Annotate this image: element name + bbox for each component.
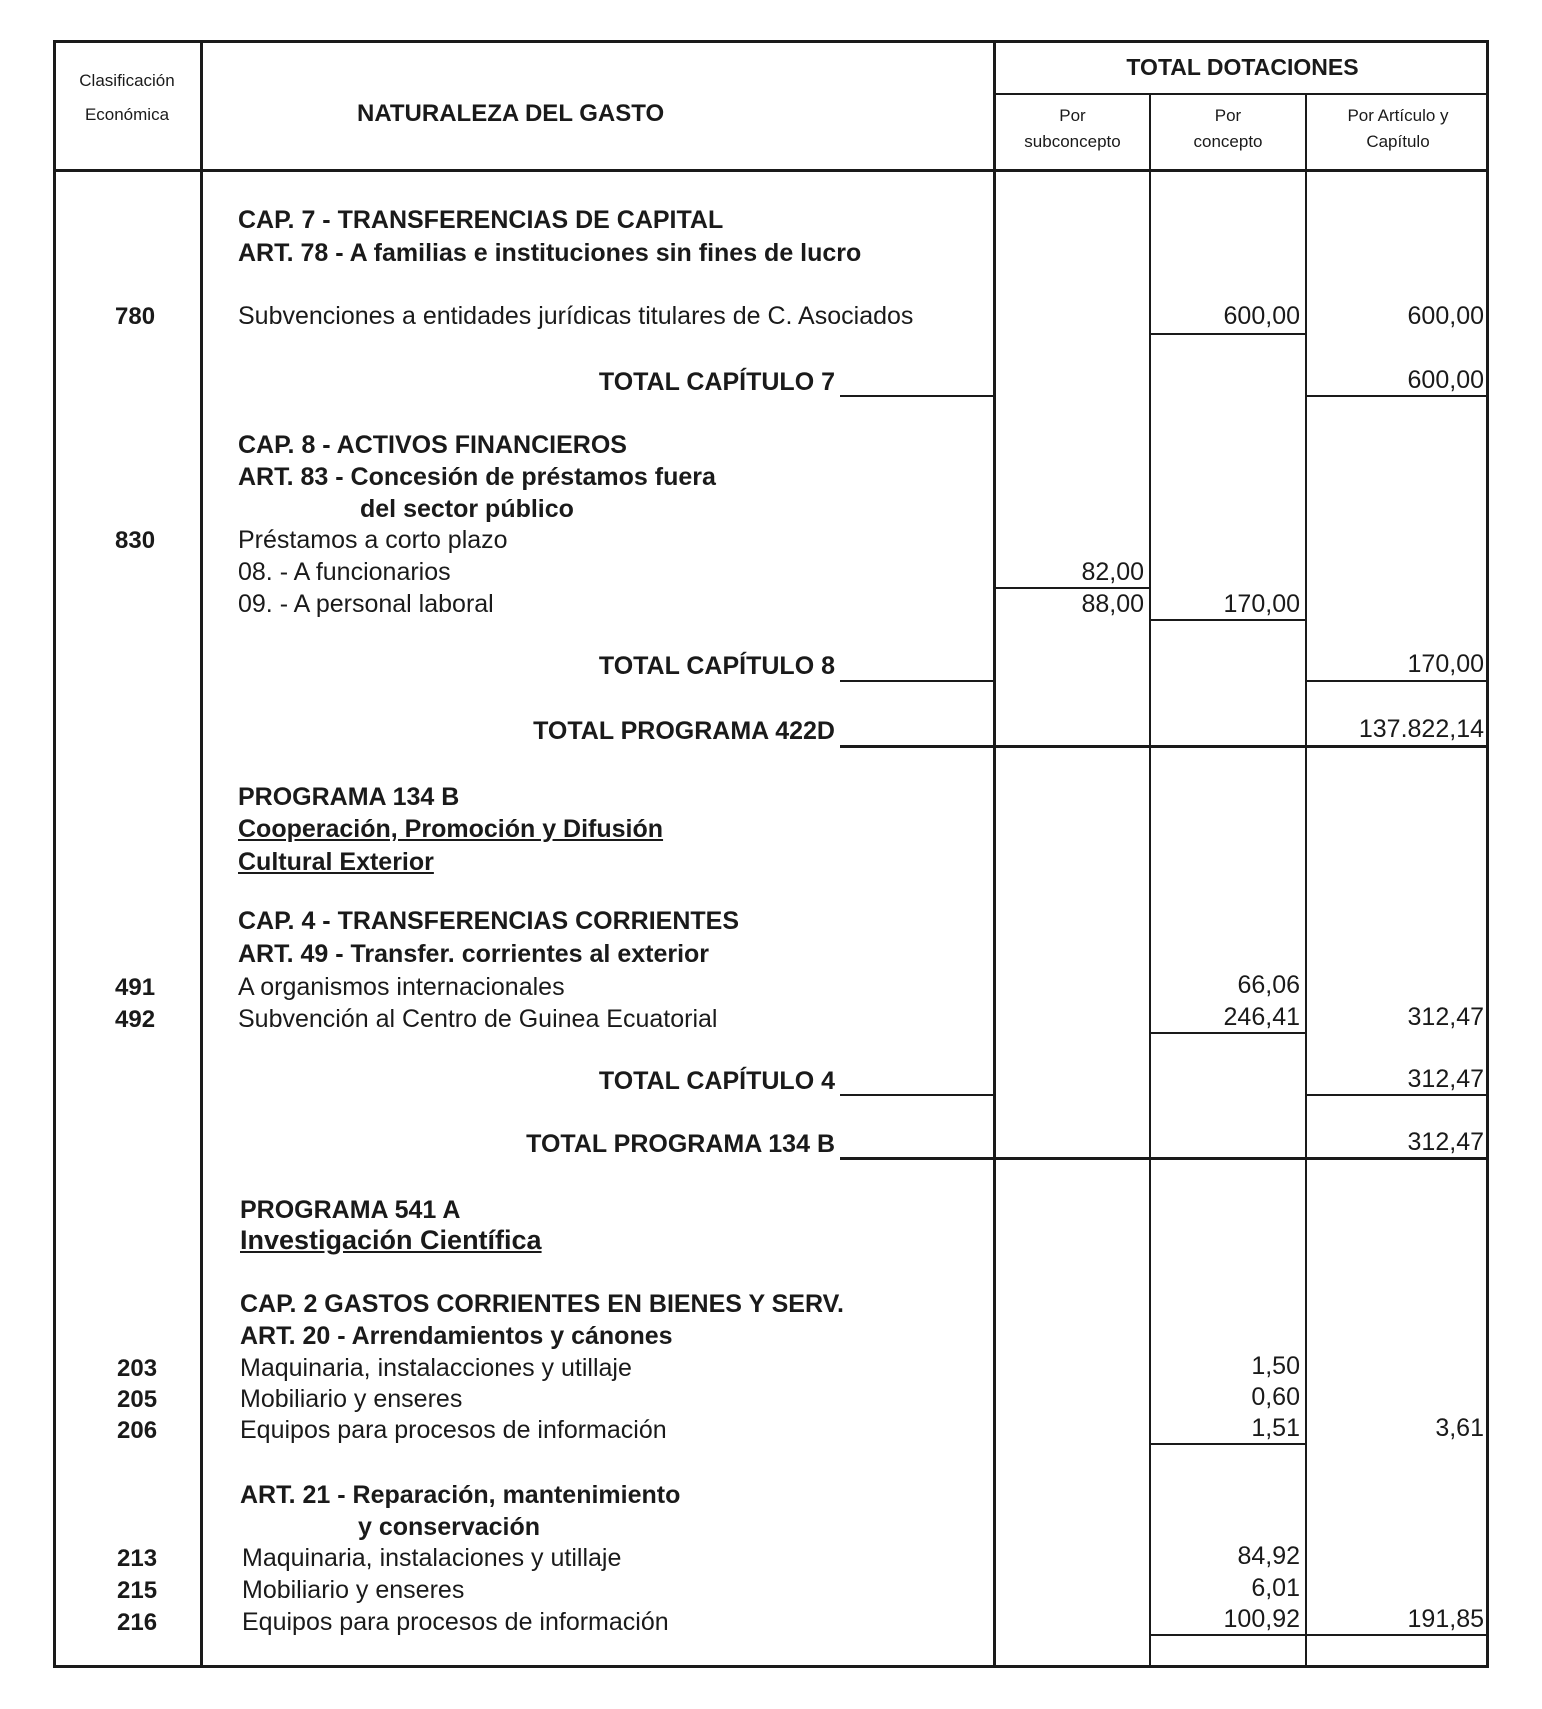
value-art21-articulo: 191,85: [1407, 1605, 1484, 1633]
art83-heading-line1: ART. 83 - Concesión de préstamos fuera: [238, 463, 716, 491]
header-con-line1: Por: [1214, 106, 1242, 125]
art21-heading-line1: ART. 21 - Reparación, mantenimiento: [240, 1481, 681, 1509]
rule-830-concepto: [1151, 619, 1305, 621]
rule-total-cap8: [840, 680, 993, 682]
value-203-concepto: 1,50: [1251, 1352, 1300, 1380]
header-por-subconcepto: [996, 103, 1149, 156]
art21-heading-line2: y conservación: [358, 1513, 541, 1541]
item-203: Maquinaria, instalacciones y utillaje: [240, 1354, 632, 1382]
code-206: 206: [117, 1417, 158, 1444]
cap4-heading: CAP. 4 - TRANSFERENCIAS CORRIENTES: [238, 907, 739, 935]
total-capitulo-4: TOTAL CAPÍTULO 4: [598, 1067, 835, 1095]
value-art49-articulo: 312,47: [1407, 1003, 1484, 1031]
art83-heading-line2: del sector público: [360, 495, 574, 523]
cap2-heading: CAP. 2 GASTOS CORRIENTES EN BIENES Y SERV.: [240, 1290, 844, 1318]
item-205: Mobiliario y enseres: [240, 1385, 463, 1413]
rule-total-cap7: [840, 395, 993, 397]
rule-830-subconcepto: [996, 587, 1149, 589]
header-bottom-rule: [53, 169, 1489, 172]
programa-134b-name-line1: Cooperación, Promoción y Difusión: [238, 815, 664, 843]
value-830-concepto: 170,00: [1223, 590, 1300, 618]
programa-541a-name: Investigación Científica: [240, 1225, 542, 1255]
value-215-concepto: 6,01: [1251, 1574, 1300, 1602]
header-total-dotaciones: TOTAL DOTACIONES: [1126, 54, 1359, 80]
header-divider-dotaciones: [993, 93, 1489, 95]
header-art-line1: Por Artículo y: [1347, 106, 1449, 125]
value-830-08-subconcepto: 82,00: [1081, 558, 1144, 586]
total-programa-422d: TOTAL PROGRAMA 422D: [533, 717, 835, 745]
rule-art20-concepto: [1151, 1443, 1305, 1445]
total-capitulo-7: TOTAL CAPÍTULO 7: [598, 368, 835, 396]
rule-programa-422d: [840, 745, 1489, 748]
rule-cap8-articulo: [1307, 680, 1489, 682]
code-215: 215: [117, 1577, 158, 1604]
header-naturaleza: NATURALEZA DEL GASTO: [357, 100, 665, 127]
cap8-heading: CAP. 8 - ACTIVOS FINANCIEROS: [238, 431, 627, 459]
code-491: 491: [115, 974, 156, 1001]
art20-heading: ART. 20 - Arrendamientos y cánones: [240, 1322, 673, 1350]
item-213: Maquinaria, instalaciones y utillaje: [242, 1544, 622, 1572]
value-830-09-subconcepto: 88,00: [1081, 590, 1144, 618]
total-capitulo-8: TOTAL CAPÍTULO 8: [598, 652, 835, 680]
total-programa-134b: TOTAL PROGRAMA 134 B: [526, 1130, 835, 1158]
item-830: Préstamos a corto plazo: [238, 526, 508, 554]
value-213-concepto: 84,92: [1237, 1542, 1300, 1570]
value-491-concepto: 66,06: [1237, 971, 1300, 999]
art78-heading: ART. 78 - A familias e instituciones sin fines de lucro: [238, 239, 862, 267]
rule-art21-concepto: [1151, 1634, 1489, 1636]
item-830-08: 08. - A funcionarios: [238, 558, 451, 586]
col-divider-codigo: [200, 40, 203, 1668]
header-economica: [62, 106, 192, 123]
code-830: 830: [115, 527, 156, 554]
value-total-cap4: 312,47: [1407, 1065, 1484, 1093]
header-con-line2: concepto: [1193, 132, 1263, 152]
programa-541a-heading: PROGRAMA 541 A: [240, 1196, 461, 1224]
item-492: Subvención al Centro de Guinea Ecuatorial: [238, 1005, 718, 1033]
header-por-articulo: [1307, 103, 1489, 156]
rule-cap4-articulo: [1307, 1094, 1489, 1096]
code-213: 213: [117, 1545, 158, 1572]
programa-134b-heading: PROGRAMA 134 B: [238, 783, 460, 811]
header-clasificacion-line1: Clasificación: [79, 71, 175, 90]
value-780-articulo: 600,00: [1407, 302, 1484, 330]
item-830-09: 09. - A personal laboral: [238, 590, 494, 618]
header-sub-line1: Por: [1059, 106, 1086, 125]
value-205-concepto: 0,60: [1251, 1383, 1300, 1411]
rule-art49-concepto: [1151, 1032, 1305, 1034]
rule-780-concepto: [1151, 333, 1305, 335]
value-492-concepto: 246,41: [1223, 1003, 1300, 1031]
header-por-concepto: [1151, 103, 1305, 156]
rule-total-cap4: [840, 1094, 993, 1096]
col-divider-naturaleza: [993, 40, 996, 1668]
code-780: 780: [115, 303, 156, 330]
header-art-line2: Capítulo: [1366, 132, 1430, 152]
value-780-concepto: 600,00: [1223, 302, 1300, 330]
header-clasificacion-line2: Económica: [84, 105, 170, 124]
item-780: Subvenciones a entidades jurídicas titulares de C. Asociados: [238, 302, 914, 330]
item-491: A organismos internacionales: [238, 973, 565, 1001]
value-206-concepto: 1,51: [1251, 1414, 1300, 1442]
item-216: Equipos para procesos de información: [242, 1608, 669, 1636]
value-art20-articulo: 3,61: [1435, 1414, 1484, 1442]
rule-cap7-articulo: [1307, 395, 1489, 397]
item-206: Equipos para procesos de información: [240, 1416, 667, 1444]
art49-heading: ART. 49 - Transfer. corrientes al exterior: [238, 940, 710, 968]
programa-134b-name-line2: Cultural Exterior: [238, 848, 434, 876]
code-205: 205: [117, 1386, 158, 1413]
value-total-programa-422d: 137.822,14: [1358, 715, 1484, 743]
value-total-programa-134b: 312,47: [1407, 1128, 1484, 1156]
header-sub-line2: subconcepto: [1024, 132, 1121, 152]
cap7-heading: CAP. 7 - TRANSFERENCIAS DE CAPITAL: [238, 206, 724, 234]
rule-programa-134b: [840, 1157, 1489, 1160]
value-total-cap7: 600,00: [1407, 366, 1484, 394]
code-203: 203: [117, 1355, 158, 1382]
code-216: 216: [117, 1609, 158, 1636]
item-215: Mobiliario y enseres: [242, 1576, 465, 1604]
value-216-concepto: 100,92: [1223, 1605, 1300, 1633]
header-clasificacion: [62, 72, 192, 89]
code-492: 492: [115, 1006, 156, 1033]
value-total-cap8: 170,00: [1407, 650, 1484, 678]
